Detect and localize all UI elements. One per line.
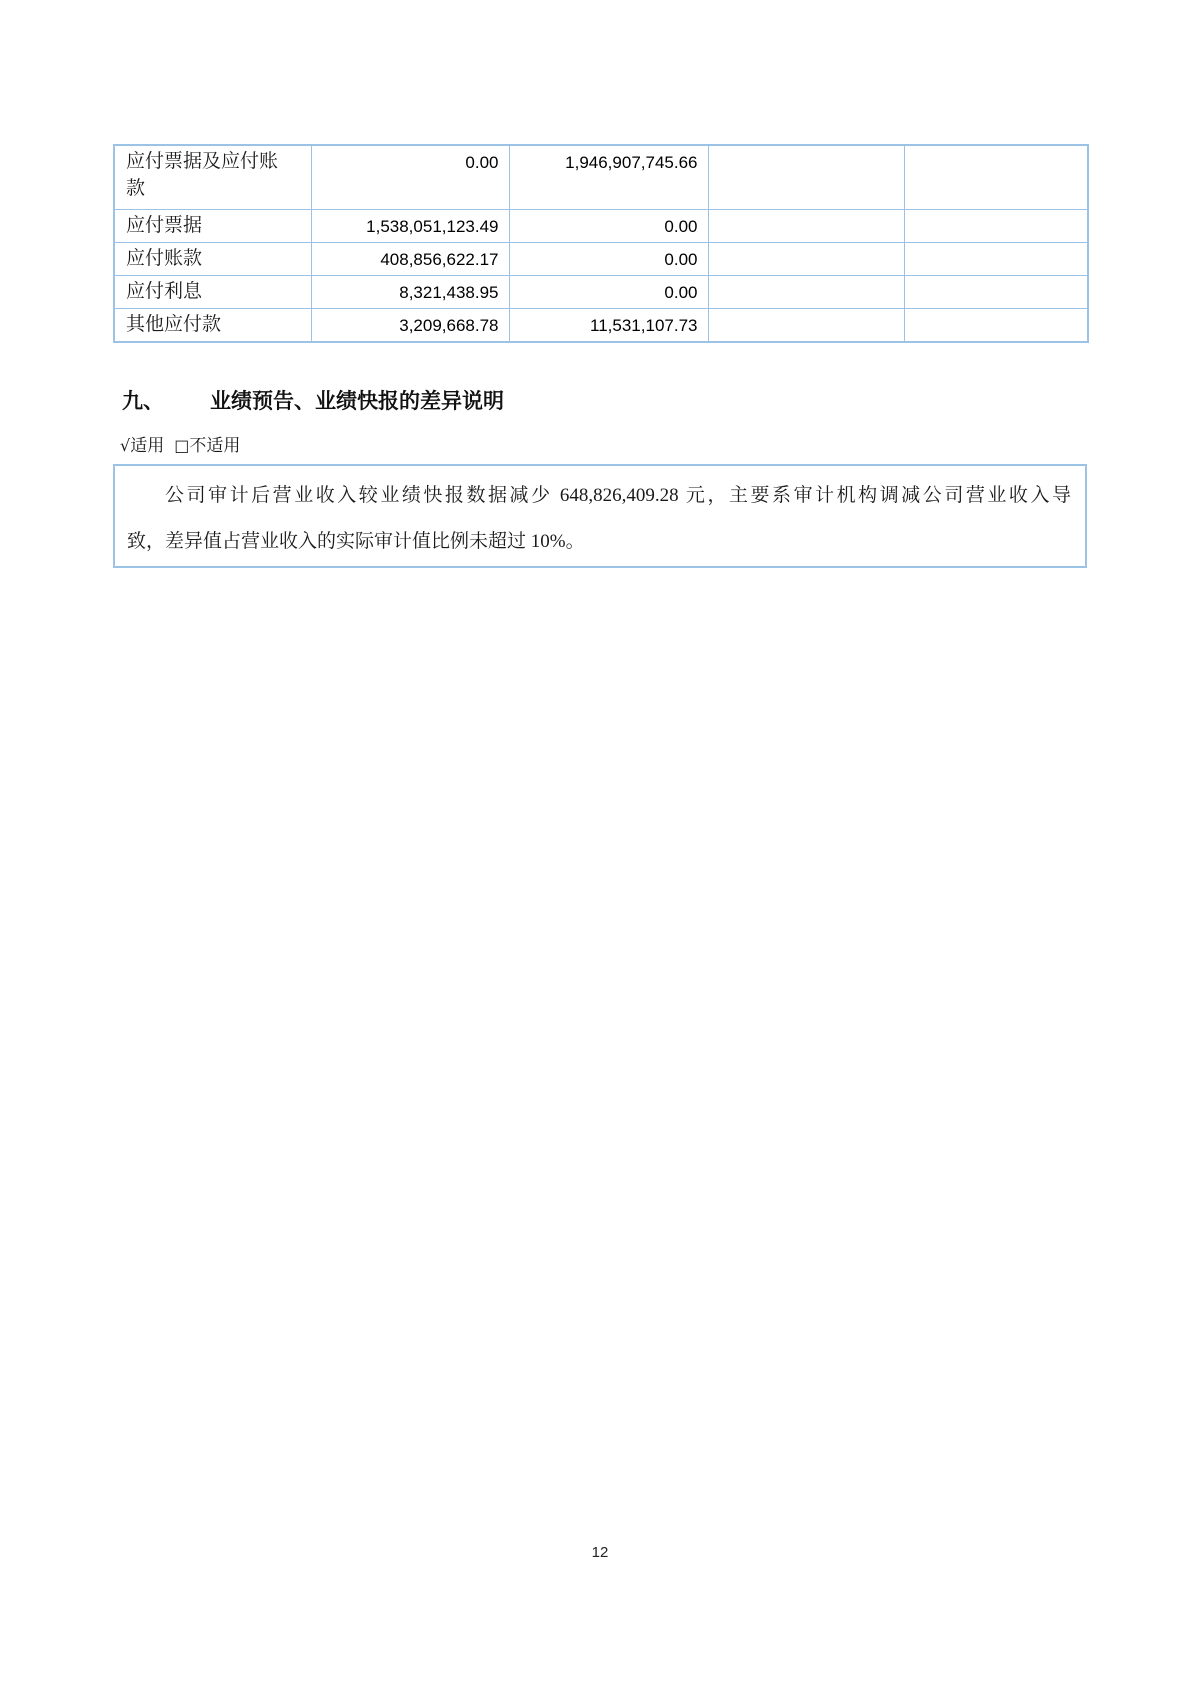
empty-cell	[708, 209, 904, 242]
table-row	[114, 145, 1088, 209]
value-cell: 1,946,907,745.66	[509, 145, 708, 209]
empty-cell	[708, 145, 904, 209]
value-cell: 0.00	[509, 242, 708, 275]
value-cell: 8,321,438.95	[311, 275, 509, 308]
table-row	[114, 242, 1088, 275]
note-line: 公司审计后营业收入较业绩快报数据减少 648,826,409.28 元，主要系审计机构调减公司营业收入导	[165, 485, 1071, 506]
value-cell: 0.00	[509, 275, 708, 308]
table-row	[114, 209, 1088, 242]
section-heading	[122, 388, 1087, 416]
row-label: 应付利息	[114, 275, 311, 308]
empty-cell	[708, 275, 904, 308]
row-label: 其他应付款	[114, 308, 311, 342]
table-row	[114, 308, 1088, 342]
empty-cell	[904, 275, 1088, 308]
value-cell: 0.00	[311, 145, 509, 209]
row-label: 应付票据	[114, 209, 311, 242]
checkbox-unchecked-icon: □	[174, 436, 190, 455]
value-cell: 11,531,107.73	[509, 308, 708, 342]
applicability-line	[120, 434, 240, 458]
difference-note-box	[113, 464, 1087, 568]
empty-cell	[708, 308, 904, 342]
empty-cell	[904, 242, 1088, 275]
empty-cell	[904, 308, 1088, 342]
table-row	[114, 275, 1088, 308]
applicable-label: 适用	[130, 436, 165, 455]
row-label: 应付票据及应付账款	[114, 145, 311, 209]
section-number: 九、	[122, 390, 164, 413]
empty-cell	[708, 242, 904, 275]
value-cell: 1,538,051,123.49	[311, 209, 509, 242]
value-cell: 408,856,622.17	[311, 242, 509, 275]
row-label: 应付账款	[114, 242, 311, 275]
not-applicable-label: 不适用	[189, 436, 241, 455]
note-line: 致，差异值占营业收入的实际审计值比例未超过 10%。	[127, 531, 585, 552]
check-icon: √	[120, 436, 131, 455]
payables-table	[113, 144, 1089, 343]
empty-cell	[904, 145, 1088, 209]
value-cell: 0.00	[509, 209, 708, 242]
empty-cell	[904, 209, 1088, 242]
section-title: 业绩预告、业绩快报的差异说明	[210, 390, 504, 413]
page-number: 12	[591, 1544, 609, 1561]
value-cell: 3,209,668.78	[311, 308, 509, 342]
